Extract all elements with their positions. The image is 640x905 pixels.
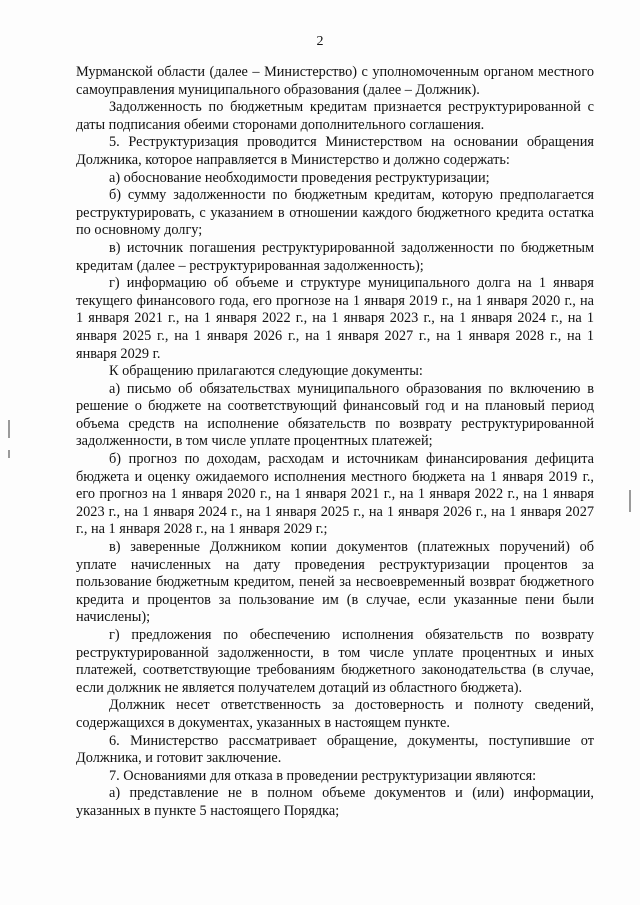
scan-artifact-left [8,420,10,438]
paragraph-item-5-g: г) информацию об объеме и структуре муниципального долга на 1 января текущего финансового года, его прогнозе на 1 января 2019 г., на 1 января 2020 г., на 1 января 2021 г., на 1 января 2022 г., на 1 января 2023 г., на 1 января 2024 г., на 1 января 2025 г., на 1 января 2026 г., на 1 января 2027 г., на 1 января 2028 г., на 1 января 2029 г. [76,275,594,362]
scan-artifact-right [629,490,631,512]
paragraph-debtor-responsibility: Должник несет ответственность за достоверность и полноту сведений, содержащихся в документах, указанных в настоящем пункте. [76,697,594,731]
paragraph-attachment-g: г) предложения по обеспечению исполнения обязательств по возврату реструктурированной задолженности, в том числе уплате процентных и иных платежей, соответствующие требованиям бюджетного законодательства (в случае, если должник не является получателем дотаций из областного бюджета). [76,627,594,696]
paragraph-item-6: 6. Министерство рассматривает обращение, документы, поступившие от Должника, и готовит заключение. [76,732,594,767]
paragraph-item-5: 5. Реструктуризация проводится Министерством на основании обращения Должника, которое направляется в Министерство и должно содержать: [76,134,594,168]
paragraph-item-5-b: б) сумму задолженности по бюджетным кредитам, которую предполагается реструктурировать, с указанием в отношении каждого бюджетного кредита остатка по основному долгу; [76,187,594,239]
paragraph-continuation: Мурманской области (далее – Министерство) с уполномоченным органом местного самоуправления муниципального образования (далее – Должник). [76,64,594,98]
paragraph-item-7-a: а) представление не в полном объеме документов и (или) информации, указанных в пункте 5 настоящего Порядка; [76,785,594,819]
scan-artifact-left-lower [8,450,10,458]
paragraph-attachment-b: б) прогноз по доходам, расходам и источникам финансирования дефицита бюджета и оценку ожидаемого исполнения местного бюджета на 1 января 2019 г., его прогноз на 1 января 2020 г., на 1 января 2021 г., на 1 января 2022 г., на 1 января 2023 г., на 1 января 2024 г., на 1 января 2025 г., на 1 января 2026 г., на 1 января 2027 г., на 1 января 2028 г., на 1 января 2029 г.; [76,451,594,538]
paragraph-item-5-a: а) обоснование необходимости проведения реструктуризации; [109,169,490,186]
paragraph-attachment-v: в) заверенные Должником копии документов (платежных поручений) об уплате начисленных на дату проведения реструктуризации процентов за пользование бюджетным кредитом, пеней за несвоевременный возврат бюджетного кредита и процентов за пользование им (в случае, если указанные пени были начислены); [76,539,594,626]
paragraph-item-5-v: в) источник погашения реструктурированной задолженности по бюджетным кредитам (далее – реструктурированная задолженность); [76,239,594,274]
paragraph-item-7: 7. Основаниями для отказа в проведении реструктуризации являются: [109,767,537,784]
document-body [76,64,594,821]
paragraph-attachment-a: а) письмо об обязательствах муниципального образования по включению в решение о бюджете на соответствующий финансовый год и на плановый период объема средств на исполнение обязательств по возврату реструктурированной задолженности, в том числе уплате процентных платежей; [76,380,594,450]
paragraph-debt-restructured-date: Задолженность по бюджетным кредитам признается реструктурированной с даты подписания обеими сторонами дополнительного соглашения. [76,99,594,133]
page-number: 2 [316,34,324,49]
paragraph-attachments-intro: К обращению прилагаются следующие документы: [109,363,423,380]
